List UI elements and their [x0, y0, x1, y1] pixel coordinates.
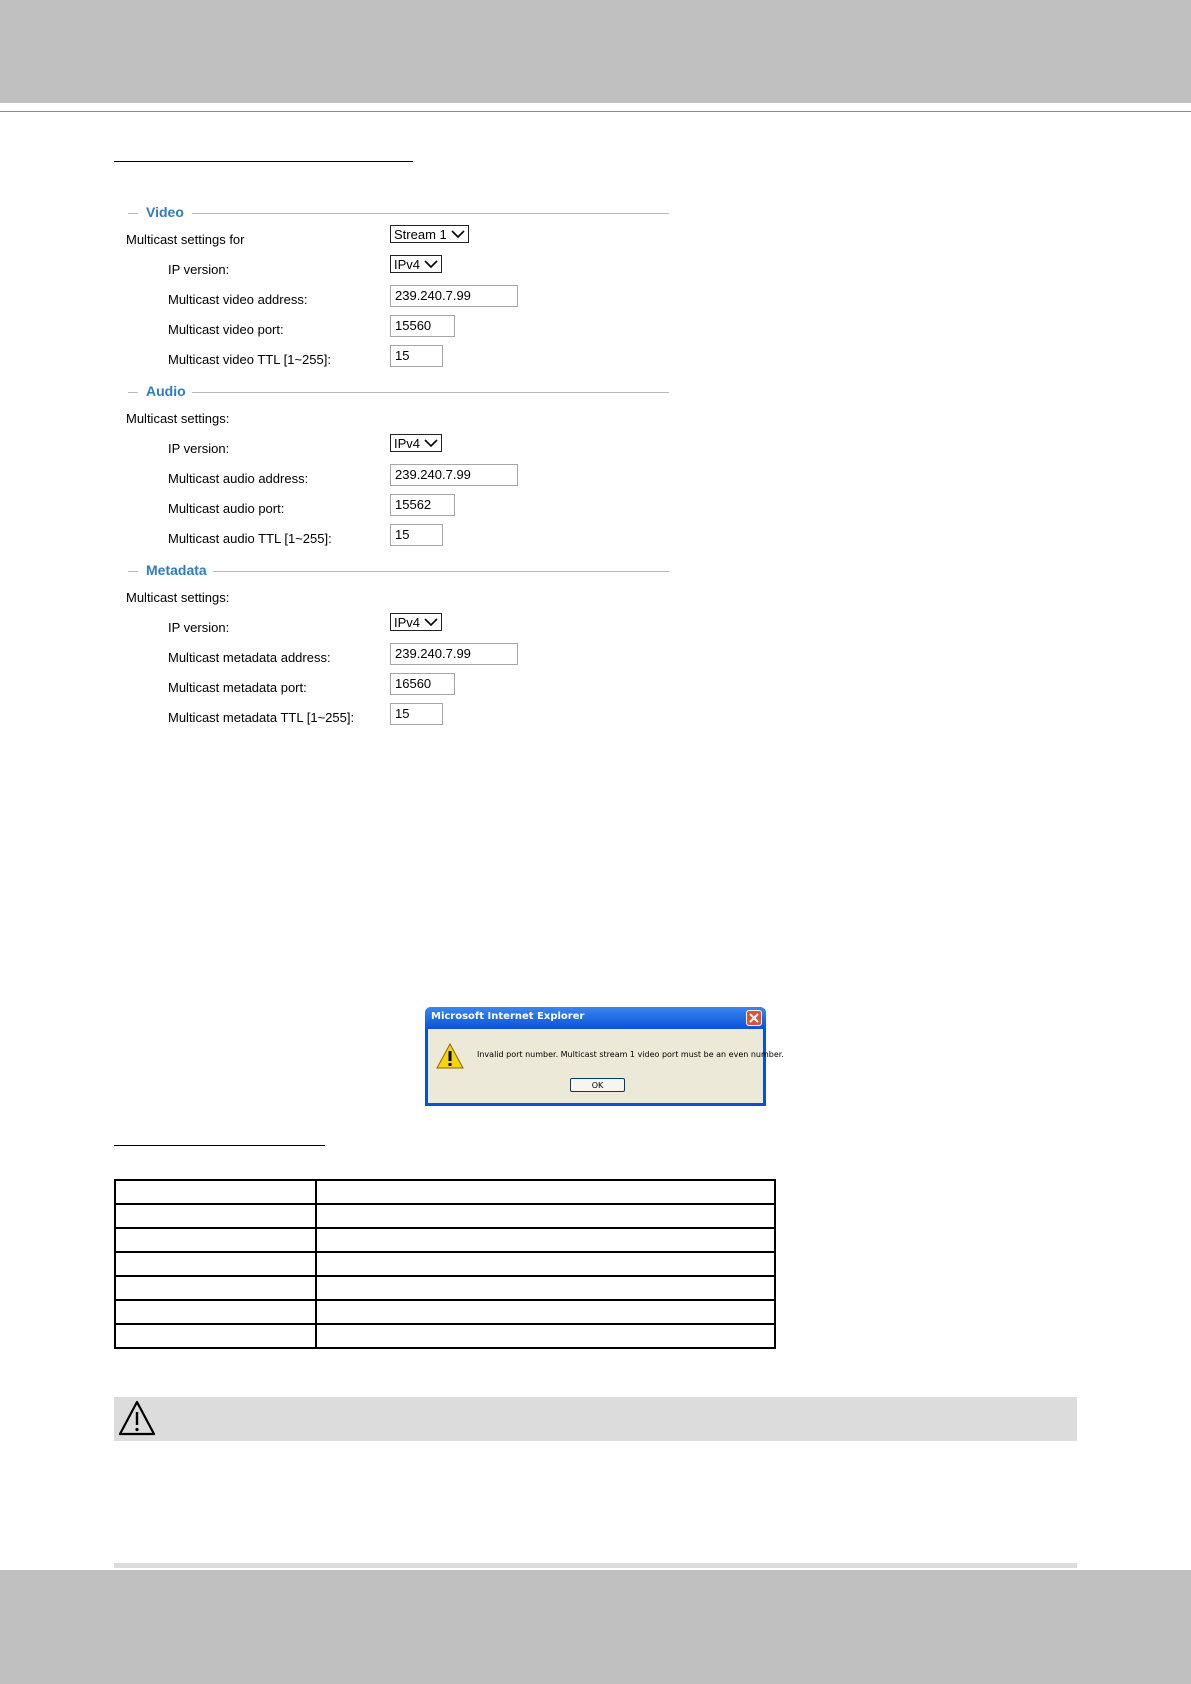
- caution-icon: [117, 1399, 157, 1437]
- metadata-port-input[interactable]: 16560: [390, 673, 455, 695]
- audio-port-input[interactable]: 15562: [390, 494, 455, 516]
- dialog-message: Invalid port number. Multicast stream 1 video port must be an even number.: [477, 1050, 784, 1059]
- metadata-ip-version-label: IP version:: [168, 620, 230, 635]
- metadata-multicast-label: Multicast settings:: [126, 590, 230, 605]
- chevron-down-icon: [424, 618, 438, 627]
- dialog-body: [428, 1029, 784, 1103]
- video-ttl-input[interactable]: 15: [390, 345, 443, 367]
- video-ip-version-select[interactable]: [390, 255, 442, 273]
- stream-select-value: Stream 1: [394, 227, 447, 242]
- video-port-input[interactable]: 15560: [390, 315, 455, 337]
- alert-dialog: [425, 1007, 784, 1106]
- metadata-address-input[interactable]: 239.240.7.99: [390, 643, 518, 665]
- video-ip-version-label: IP version:: [168, 262, 230, 277]
- warning-icon: [436, 1043, 464, 1069]
- dialog-title: Microsoft Internet Explorer: [431, 1011, 585, 1022]
- audio-port-label: Multicast audio port:: [168, 501, 285, 516]
- video-section-title: Video: [146, 204, 190, 220]
- video-address-label: Multicast video address:: [168, 292, 308, 307]
- metadata-ip-version-select[interactable]: [390, 613, 442, 631]
- chevron-down-icon: [451, 230, 465, 239]
- metadata-address-label: Multicast metadata address:: [168, 650, 331, 665]
- section-heading-underline: [114, 161, 413, 162]
- page-header-band: [0, 0, 1191, 103]
- video-multicast-label: Multicast settings for: [126, 232, 245, 247]
- video-address-input[interactable]: 239.240.7.99: [390, 285, 518, 307]
- table-row: [115, 1180, 775, 1204]
- video-section-header: [126, 204, 669, 222]
- video-port-label: Multicast video port:: [168, 322, 284, 337]
- metadata-section-header: [126, 562, 669, 580]
- data-table: [114, 1179, 776, 1349]
- audio-section-title: Audio: [146, 383, 192, 399]
- note-box: [114, 1397, 1077, 1441]
- metadata-port-label: Multicast metadata port:: [168, 680, 307, 695]
- audio-multicast-label: Multicast settings:: [126, 411, 230, 426]
- chevron-down-icon: [424, 439, 438, 448]
- page-footer-band: [0, 1570, 1191, 1684]
- audio-ip-version-value: IPv4: [394, 436, 421, 451]
- chevron-down-icon: [424, 260, 438, 269]
- table-heading-underline: [114, 1145, 325, 1146]
- stream-select[interactable]: [390, 225, 469, 243]
- table-row: [115, 1252, 775, 1276]
- audio-address-input[interactable]: 239.240.7.99: [390, 464, 518, 486]
- audio-address-label: Multicast audio address:: [168, 471, 309, 486]
- audio-ip-version-label: IP version:: [168, 441, 230, 456]
- video-ip-version-value: IPv4: [394, 257, 421, 272]
- ok-button[interactable]: OK: [570, 1078, 625, 1092]
- table-row: [115, 1276, 775, 1300]
- audio-ip-version-select[interactable]: [390, 434, 442, 452]
- metadata-section-title: Metadata: [146, 562, 213, 578]
- footer-rule: [114, 1563, 1077, 1568]
- audio-ttl-label: Multicast audio TTL [1~255]:: [168, 531, 332, 546]
- close-icon[interactable]: [746, 1010, 762, 1026]
- video-ttl-label: Multicast video TTL [1~255]:: [168, 352, 331, 367]
- table-row: [115, 1228, 775, 1252]
- metadata-ip-version-value: IPv4: [394, 615, 421, 630]
- metadata-ttl-label: Multicast metadata TTL [1~255]:: [168, 710, 355, 725]
- metadata-ttl-input[interactable]: 15: [390, 703, 443, 725]
- table-row: [115, 1204, 775, 1228]
- audio-ttl-input[interactable]: 15: [390, 524, 443, 546]
- header-rule: [0, 111, 1191, 112]
- dialog-titlebar: [425, 1007, 766, 1029]
- audio-section-header: [126, 383, 669, 401]
- table-row: [115, 1324, 775, 1348]
- table-row: [115, 1300, 775, 1324]
